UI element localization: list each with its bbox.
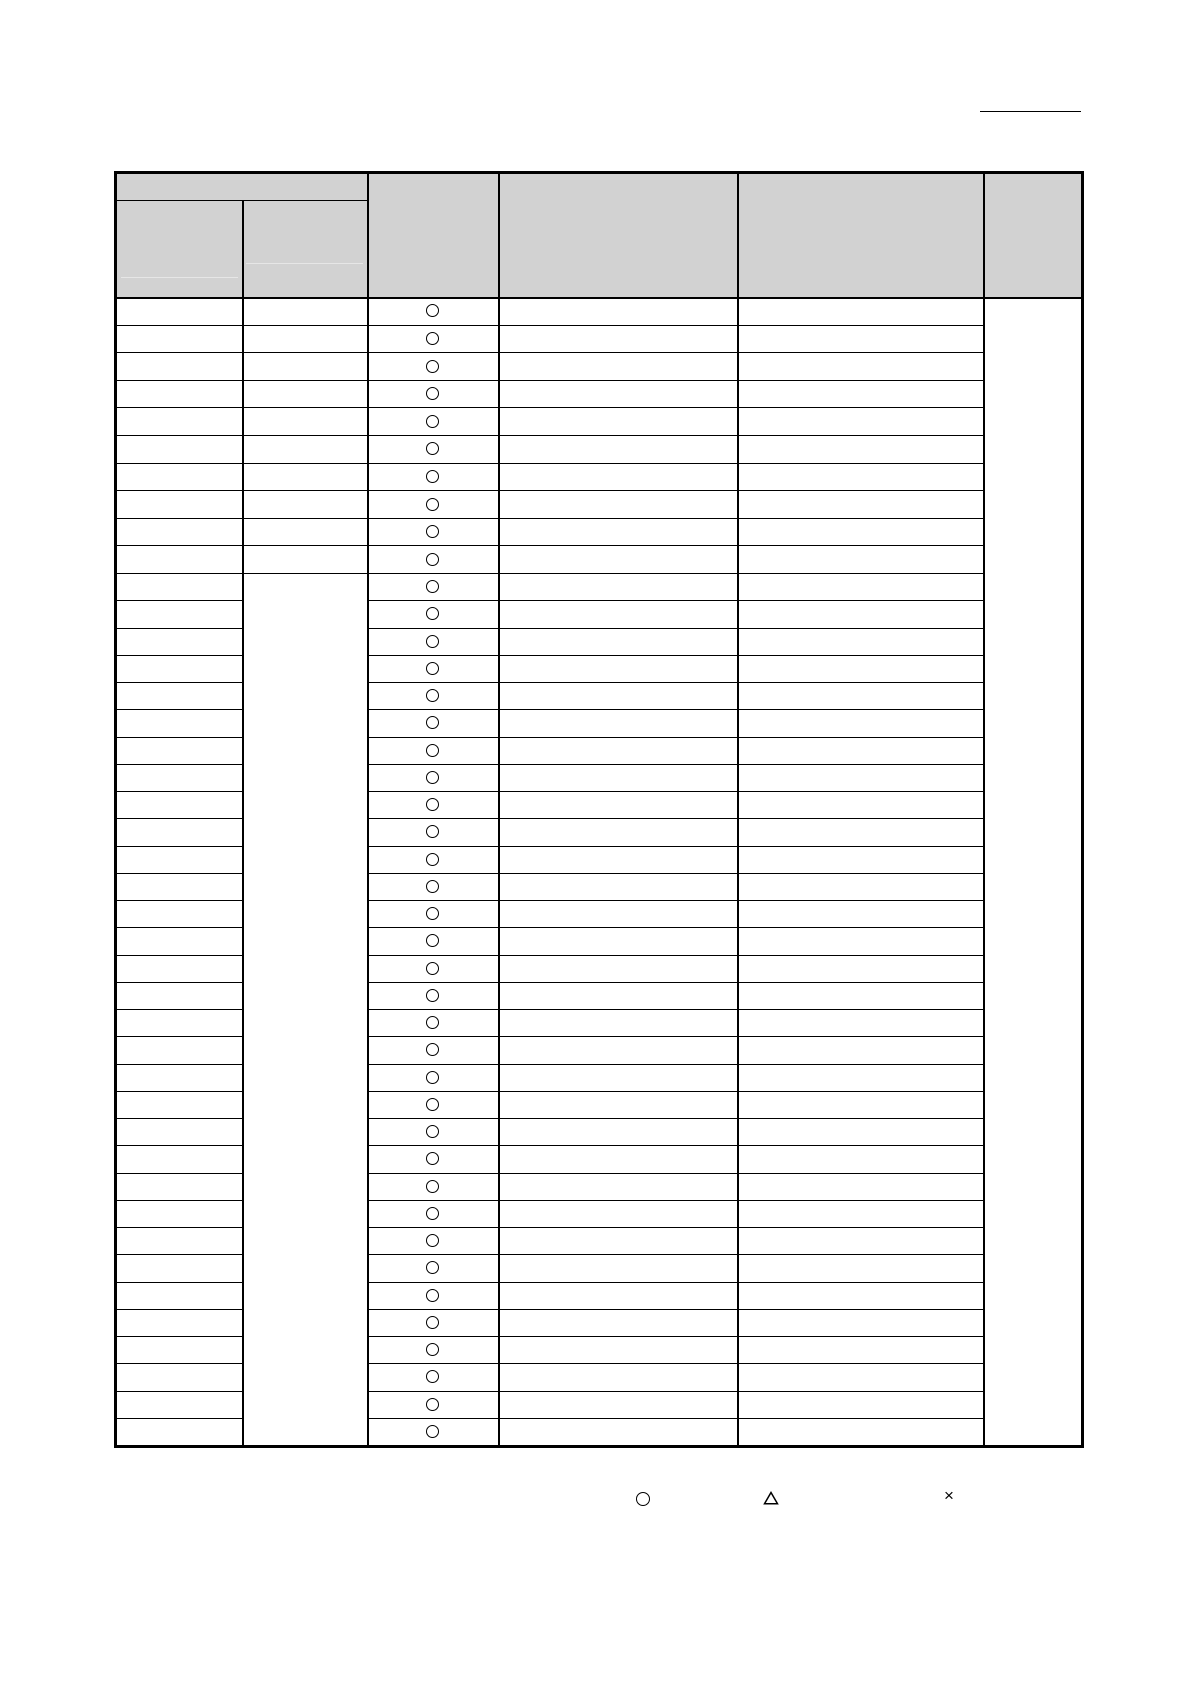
row-check-mark-icon bbox=[426, 1261, 439, 1274]
row-check-mark-icon bbox=[426, 853, 439, 866]
row-check-mark-icon bbox=[426, 798, 439, 811]
row-divider-left bbox=[117, 1282, 242, 1283]
row-divider bbox=[117, 407, 983, 408]
row-divider-left bbox=[117, 1036, 242, 1037]
row-divider-left bbox=[117, 1091, 242, 1092]
row-divider-right bbox=[367, 955, 983, 956]
row-divider-right bbox=[367, 1064, 983, 1065]
row-divider-left bbox=[117, 846, 242, 847]
row-divider-left bbox=[117, 1391, 242, 1392]
col-divider-1 bbox=[242, 200, 244, 1445]
row-check-mark-icon bbox=[426, 1370, 439, 1383]
row-divider-right bbox=[367, 628, 983, 629]
row-divider-left bbox=[117, 927, 242, 928]
header-col1-cell bbox=[117, 200, 242, 297]
row-divider-right bbox=[367, 737, 983, 738]
row-check-mark-icon bbox=[426, 689, 439, 702]
row-divider-left bbox=[117, 818, 242, 819]
header-col1-subline bbox=[121, 277, 238, 278]
row-divider-left bbox=[117, 682, 242, 683]
row-divider-right bbox=[367, 791, 983, 792]
row-divider-left bbox=[117, 1173, 242, 1174]
row-check-mark-icon bbox=[426, 716, 439, 729]
row-divider-right bbox=[367, 1227, 983, 1228]
row-check-mark-icon bbox=[426, 1098, 439, 1111]
row-check-mark-icon bbox=[426, 1125, 439, 1138]
row-divider-right bbox=[367, 1391, 983, 1392]
row-divider-left bbox=[117, 1309, 242, 1310]
row-check-mark-icon bbox=[426, 332, 439, 345]
row-divider-right bbox=[367, 1200, 983, 1201]
row-check-mark-icon bbox=[426, 1207, 439, 1220]
row-divider bbox=[117, 573, 983, 574]
row-divider-right bbox=[367, 1173, 983, 1174]
row-check-mark-icon bbox=[426, 360, 439, 373]
row-divider-right bbox=[367, 1309, 983, 1310]
row-divider-right bbox=[367, 1118, 983, 1119]
row-check-mark-icon bbox=[426, 1425, 439, 1438]
checklist-table bbox=[114, 171, 1084, 1448]
row-divider bbox=[117, 352, 983, 353]
row-divider-right bbox=[367, 1336, 983, 1337]
row-divider-left bbox=[117, 1145, 242, 1146]
row-check-mark-icon bbox=[426, 962, 439, 975]
row-divider-left bbox=[117, 1064, 242, 1065]
row-divider-left bbox=[117, 1254, 242, 1255]
row-check-mark-icon bbox=[426, 1152, 439, 1165]
row-divider-right bbox=[367, 764, 983, 765]
header-col2-subline bbox=[246, 263, 363, 264]
row-divider-left bbox=[117, 709, 242, 710]
row-divider-left bbox=[117, 1118, 242, 1119]
row-divider-right bbox=[367, 982, 983, 983]
row-check-mark-icon bbox=[426, 387, 439, 400]
row-divider-left bbox=[117, 1363, 242, 1364]
row-divider bbox=[117, 435, 983, 436]
row-check-mark-icon bbox=[426, 1289, 439, 1302]
row-divider-left bbox=[117, 955, 242, 956]
row-divider-left bbox=[117, 1009, 242, 1010]
row-divider-left bbox=[117, 1336, 242, 1337]
row-check-mark-icon bbox=[426, 934, 439, 947]
row-check-mark-icon bbox=[426, 635, 439, 648]
row-divider-left bbox=[117, 600, 242, 601]
row-check-mark-icon bbox=[426, 304, 439, 317]
row-divider-left bbox=[117, 1227, 242, 1228]
header-bottom-line bbox=[117, 297, 1081, 299]
row-divider-right bbox=[367, 1418, 983, 1419]
row-divider-right bbox=[367, 1091, 983, 1092]
row-check-mark-icon bbox=[426, 1043, 439, 1056]
row-divider-left bbox=[117, 737, 242, 738]
row-divider-left bbox=[117, 873, 242, 874]
legend-cross-icon: × bbox=[944, 1486, 954, 1505]
legend-circle-icon bbox=[636, 1492, 650, 1506]
row-divider-right bbox=[367, 1254, 983, 1255]
header-col6-cell bbox=[983, 174, 1081, 297]
row-divider-right bbox=[367, 1282, 983, 1283]
row-check-mark-icon bbox=[426, 880, 439, 893]
row-check-mark-icon bbox=[426, 771, 439, 784]
header-col4-cell bbox=[498, 174, 737, 297]
row-check-mark-icon bbox=[426, 1316, 439, 1329]
row-divider-right bbox=[367, 818, 983, 819]
page-number-underline bbox=[980, 111, 1081, 112]
row-divider bbox=[117, 545, 983, 546]
row-divider-right bbox=[367, 682, 983, 683]
row-check-mark-icon bbox=[426, 1234, 439, 1247]
row-divider-right bbox=[367, 927, 983, 928]
row-divider bbox=[117, 325, 983, 326]
row-divider-left bbox=[117, 1418, 242, 1419]
row-divider-right bbox=[367, 1036, 983, 1037]
row-check-mark-icon bbox=[426, 825, 439, 838]
row-check-mark-icon bbox=[426, 470, 439, 483]
row-check-mark-icon bbox=[426, 662, 439, 675]
row-check-mark-icon bbox=[426, 498, 439, 511]
row-check-mark-icon bbox=[426, 989, 439, 1002]
header-group-cell bbox=[117, 174, 367, 200]
row-divider bbox=[117, 380, 983, 381]
row-divider-right bbox=[367, 846, 983, 847]
row-check-mark-icon bbox=[426, 1398, 439, 1411]
row-divider bbox=[117, 518, 983, 519]
row-check-mark-icon bbox=[426, 1016, 439, 1029]
row-check-mark-icon bbox=[426, 442, 439, 455]
row-divider bbox=[117, 463, 983, 464]
row-check-mark-icon bbox=[426, 415, 439, 428]
row-divider-left bbox=[117, 764, 242, 765]
row-divider-right bbox=[367, 1363, 983, 1364]
row-check-mark-icon bbox=[426, 907, 439, 920]
row-divider-left bbox=[117, 791, 242, 792]
header-col2-cell bbox=[242, 200, 367, 297]
row-divider-right bbox=[367, 1009, 983, 1010]
row-divider-right bbox=[367, 600, 983, 601]
row-check-mark-icon bbox=[426, 744, 439, 757]
row-divider bbox=[117, 490, 983, 491]
row-divider-right bbox=[367, 873, 983, 874]
row-divider-right bbox=[367, 900, 983, 901]
row-divider-right bbox=[367, 709, 983, 710]
row-divider-left bbox=[117, 628, 242, 629]
row-check-mark-icon bbox=[426, 1071, 439, 1084]
row-divider-left bbox=[117, 900, 242, 901]
row-divider-left bbox=[117, 982, 242, 983]
row-check-mark-icon bbox=[426, 607, 439, 620]
row-divider-left bbox=[117, 1200, 242, 1201]
row-divider-right bbox=[367, 655, 983, 656]
row-check-mark-icon bbox=[426, 580, 439, 593]
row-check-mark-icon bbox=[426, 1343, 439, 1356]
legend-triangle-icon bbox=[763, 1491, 779, 1505]
row-check-mark-icon bbox=[426, 553, 439, 566]
header-col5-cell bbox=[737, 174, 983, 297]
row-check-mark-icon bbox=[426, 1180, 439, 1193]
row-check-mark-icon bbox=[426, 525, 439, 538]
header-col3-cell bbox=[367, 174, 498, 297]
row-divider-left bbox=[117, 655, 242, 656]
row-divider-right bbox=[367, 1145, 983, 1146]
col-divider-5 bbox=[983, 174, 985, 1445]
